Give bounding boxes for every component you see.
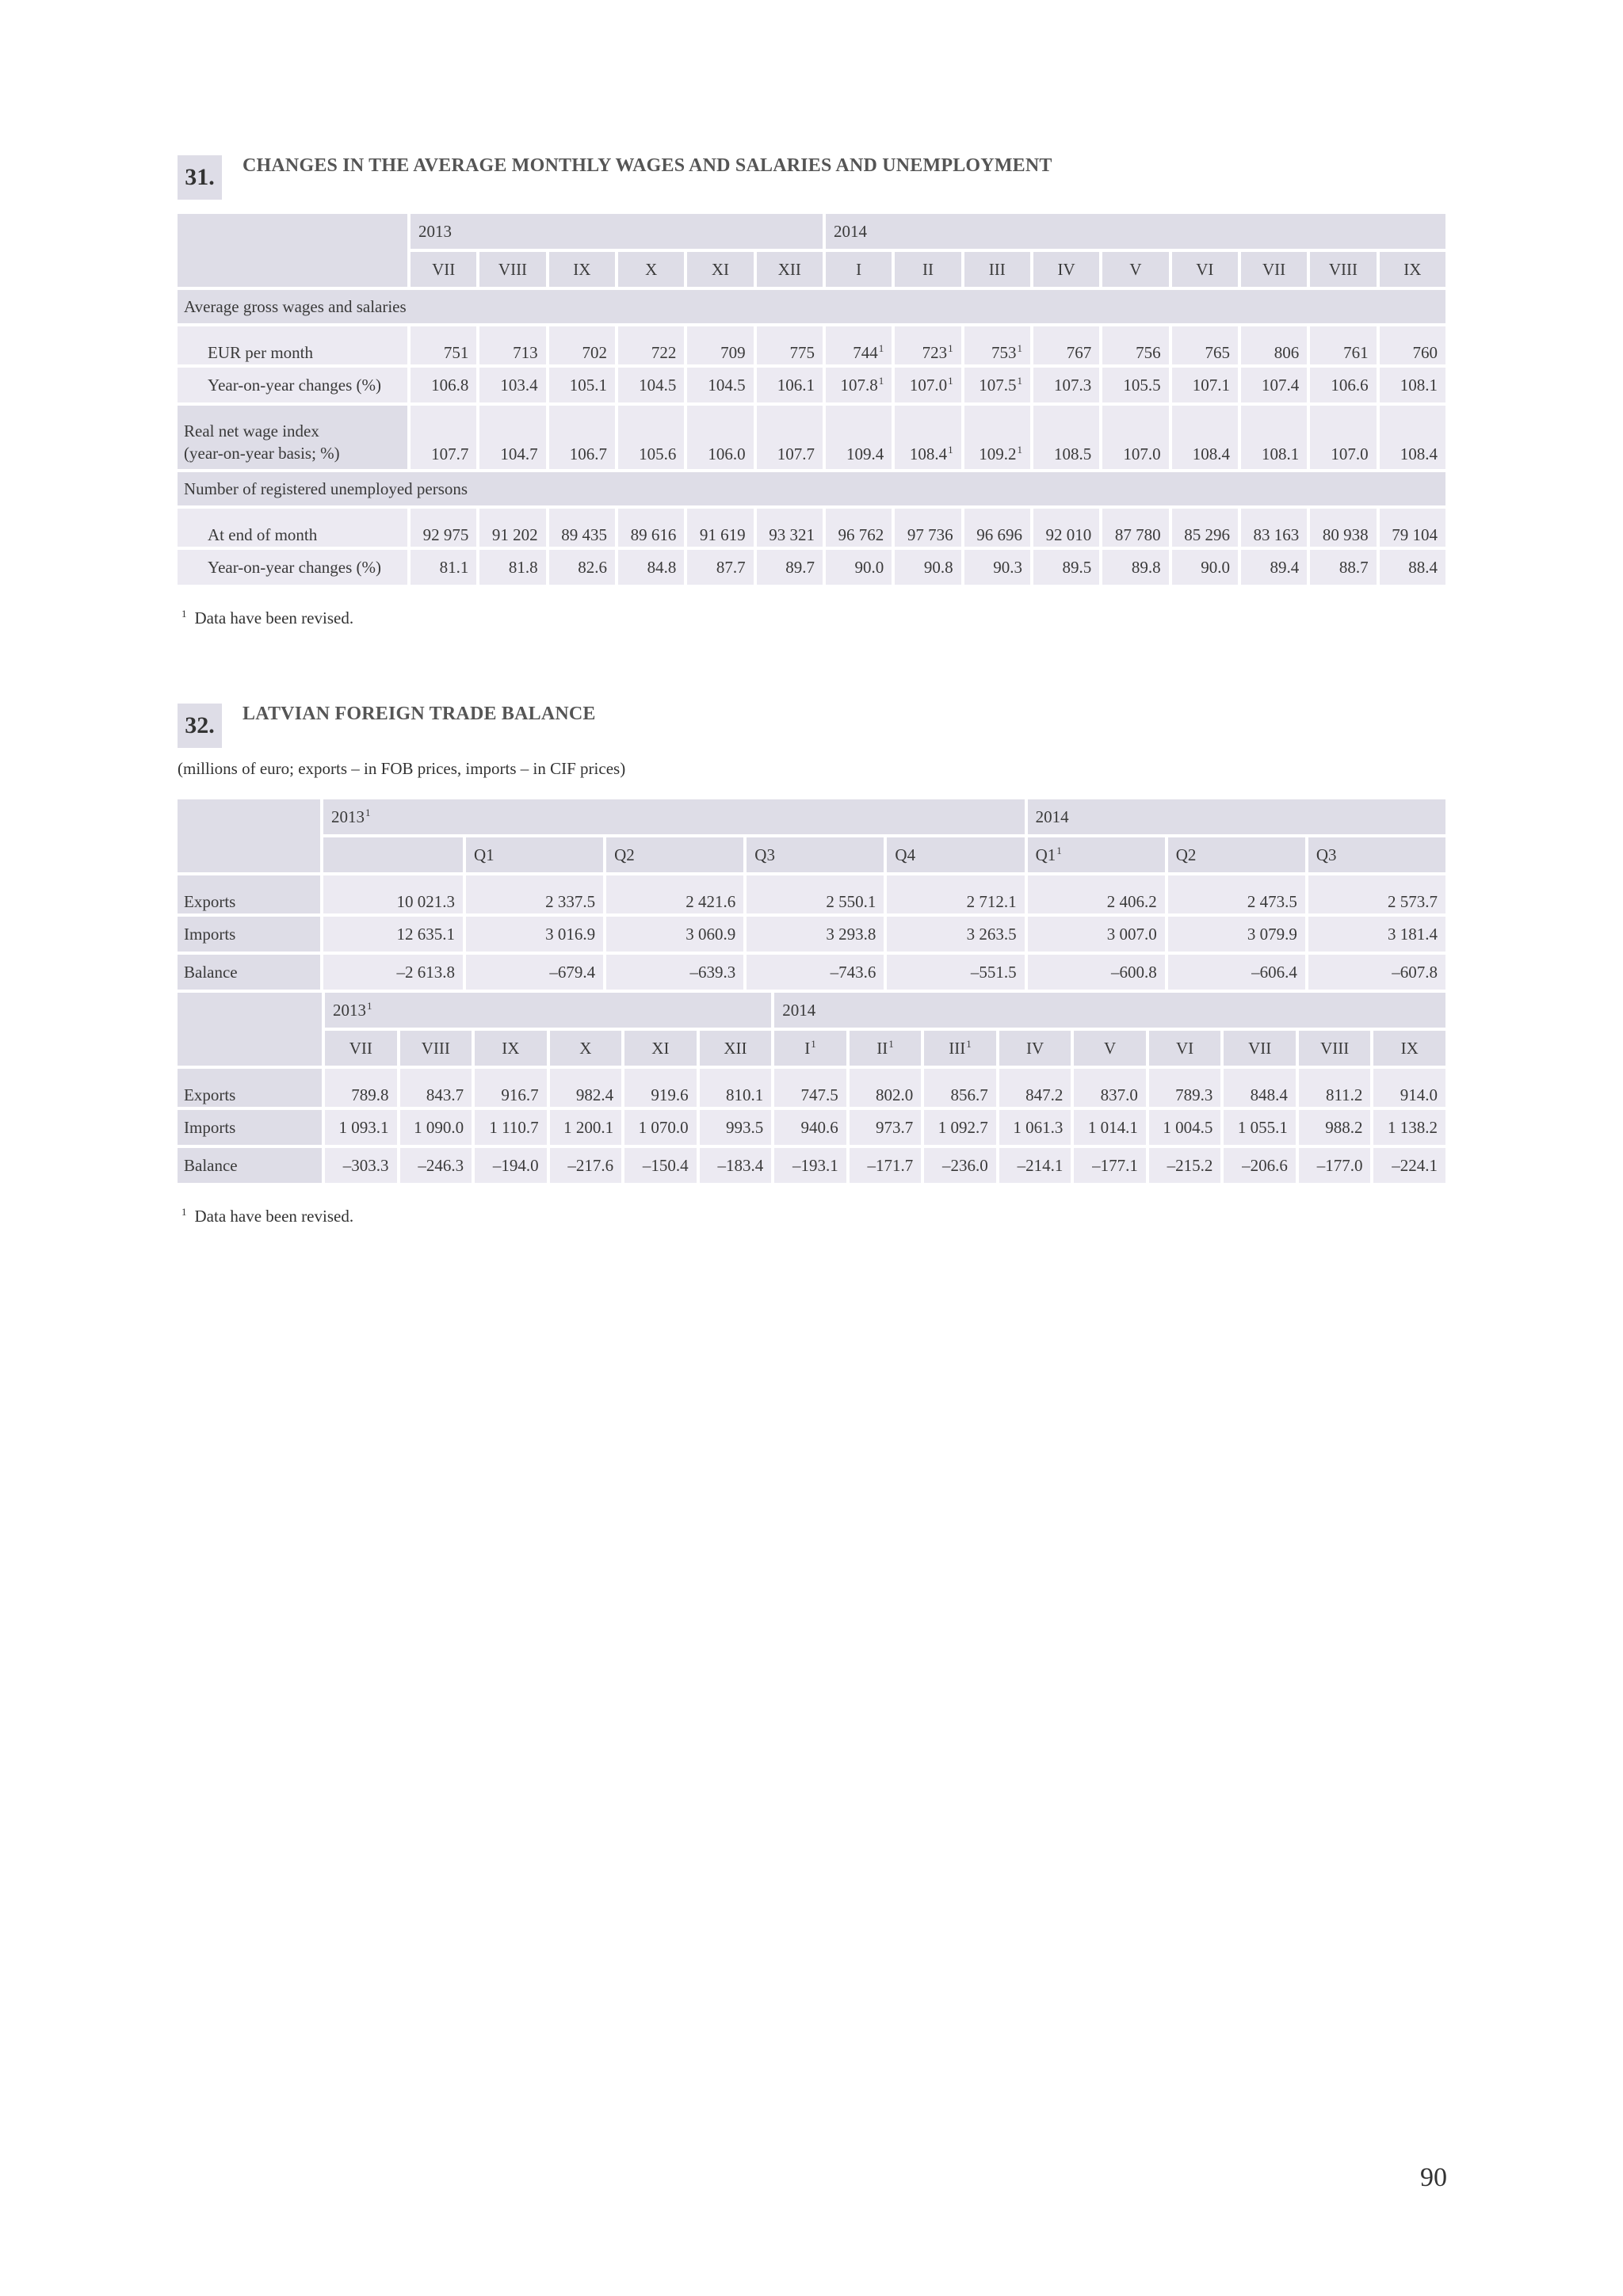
value-cell: $753^1$ xyxy=(964,326,1030,364)
annual-spacer xyxy=(323,837,463,872)
month-header: III$^1$ xyxy=(924,1031,996,1066)
row-label: Balance xyxy=(178,1148,322,1183)
group-label: Average gross wages and salaries xyxy=(178,290,1445,323)
month-header: XII xyxy=(700,1031,772,1066)
value-cell: 810.1 xyxy=(700,1069,772,1107)
value-cell: 84.8 xyxy=(618,550,684,585)
row-label: Year-on-year changes (%) xyxy=(178,550,407,585)
value-cell: 108.1 xyxy=(1380,368,1445,402)
corner-cell xyxy=(178,993,322,1066)
value-cell: 973.7 xyxy=(850,1110,922,1145)
value-cell: –607.8 xyxy=(1308,955,1445,990)
value-cell: 93 321 xyxy=(757,509,823,547)
value-cell: 87.7 xyxy=(687,550,753,585)
value-cell: 3 181.4 xyxy=(1308,917,1445,952)
month-header: VIII xyxy=(400,1031,472,1066)
value-cell: –246.3 xyxy=(400,1148,472,1183)
value-cell: 106.0 xyxy=(687,406,753,469)
value-cell: 802.0 xyxy=(850,1069,922,1107)
month-header: IX xyxy=(1373,1031,1445,1066)
table-row xyxy=(178,509,1445,547)
trade-quarterly-table xyxy=(174,796,1449,993)
value-cell: 2 406.2 xyxy=(1028,875,1165,913)
value-cell: 1 014.1 xyxy=(1074,1110,1146,1145)
value-cell: 106.1 xyxy=(757,368,823,402)
value-cell: –551.5 xyxy=(887,955,1024,990)
table-row xyxy=(178,368,1445,402)
value-cell: 848.4 xyxy=(1224,1069,1296,1107)
value-cell: 1 092.7 xyxy=(924,1110,996,1145)
value-cell: 107.8$^1$ xyxy=(826,368,892,402)
group-label: Number of registered unemployed persons xyxy=(178,472,1445,505)
row-label: EUR per month xyxy=(178,326,407,364)
value-cell: 806 xyxy=(1241,326,1307,364)
value-cell: 837.0 xyxy=(1074,1069,1146,1107)
year-2014-header: 2014 xyxy=(826,214,1445,249)
row-label: Balance xyxy=(178,955,320,990)
value-cell: 105.6 xyxy=(618,406,684,469)
month-header: X xyxy=(618,252,684,287)
value-cell: 107.0 xyxy=(1102,406,1168,469)
value-cell: 105.5 xyxy=(1102,368,1168,402)
value-cell: 3 060.9 xyxy=(606,917,743,952)
value-cell: 108.1 xyxy=(1241,406,1307,469)
value-cell: 90.0 xyxy=(1172,550,1238,585)
table-32-title: LATVIAN FOREIGN TRADE BALANCE xyxy=(242,704,596,724)
value-cell: 106.8 xyxy=(411,368,476,402)
table-row xyxy=(178,1110,1445,1145)
value-cell: 1 110.7 xyxy=(475,1110,547,1145)
value-cell: –2 613.8 xyxy=(323,955,463,990)
value-cell: 109.4 xyxy=(826,406,892,469)
value-cell: 108.4 xyxy=(1172,406,1238,469)
month-header: XI xyxy=(687,252,753,287)
value-cell: 1 004.5 xyxy=(1149,1110,1221,1145)
month-header: IX xyxy=(475,1031,547,1066)
value-cell: 83 163 xyxy=(1241,509,1307,547)
value-cell: –206.6 xyxy=(1224,1148,1296,1183)
table-32-number: 32. xyxy=(178,704,222,748)
value-cell: 106.6 xyxy=(1310,368,1376,402)
month-header: II xyxy=(895,252,960,287)
value-cell: 1 061.3 xyxy=(999,1110,1071,1145)
table-32-header xyxy=(178,704,1445,759)
value-cell: 88.4 xyxy=(1380,550,1445,585)
value-cell: 107.5$^1$ xyxy=(964,368,1030,402)
value-cell: 1 070.0 xyxy=(624,1110,697,1145)
value-cell: 709 xyxy=(687,326,753,364)
value-cell: 106.7 xyxy=(549,406,615,469)
value-cell: 85 296 xyxy=(1172,509,1238,547)
table-31-footnote xyxy=(178,608,1445,628)
value-cell: 88.7 xyxy=(1310,550,1376,585)
value-cell: 914.0 xyxy=(1373,1069,1445,1107)
value-cell: –639.3 xyxy=(606,955,743,990)
quarter-header: $Q1^1$ xyxy=(1028,837,1165,872)
value-cell: –183.4 xyxy=(700,1148,772,1183)
value-cell: 789.3 xyxy=(1149,1069,1221,1107)
table-row xyxy=(178,550,1445,585)
value-cell: 2 473.5 xyxy=(1168,875,1305,913)
value-cell: 3 079.9 xyxy=(1168,917,1305,952)
row-label: Exports xyxy=(178,1069,322,1107)
value-cell: 105.1 xyxy=(549,368,615,402)
quarter-header: Q3 xyxy=(1308,837,1445,872)
value-cell: 982.4 xyxy=(550,1069,622,1107)
row-label: Year-on-year changes (%) xyxy=(178,368,407,402)
month-header: $I^1$ xyxy=(774,1031,846,1066)
value-cell: 89 616 xyxy=(618,509,684,547)
value-cell: 916.7 xyxy=(475,1069,547,1107)
value-cell: 993.5 xyxy=(700,1110,772,1145)
value-cell: 1 090.0 xyxy=(400,1110,472,1145)
value-cell: 811.2 xyxy=(1299,1069,1371,1107)
month-header: I xyxy=(826,252,892,287)
value-cell: 1 200.1 xyxy=(550,1110,622,1145)
month-header: V xyxy=(1102,252,1168,287)
value-cell: 103.4 xyxy=(479,368,545,402)
value-cell: 89.7 xyxy=(757,550,823,585)
table-31-section xyxy=(178,155,1445,628)
value-cell: 2 421.6 xyxy=(606,875,743,913)
value-cell: 79 104 xyxy=(1380,509,1445,547)
value-cell: –217.6 xyxy=(550,1148,622,1183)
value-cell: 756 xyxy=(1102,326,1168,364)
value-cell: 108.4 xyxy=(1380,406,1445,469)
value-cell: 2 550.1 xyxy=(747,875,884,913)
quarter-header: Q4 xyxy=(887,837,1024,872)
value-cell: 751 xyxy=(411,326,476,364)
value-cell: 940.6 xyxy=(774,1110,846,1145)
footnote-mark: 1 xyxy=(181,1206,187,1218)
value-cell: 919.6 xyxy=(624,1069,697,1107)
value-cell: 107.0 xyxy=(1310,406,1376,469)
value-cell: 767 xyxy=(1033,326,1099,364)
trade-monthly-table xyxy=(174,990,1449,1186)
table-row xyxy=(178,326,1445,364)
value-cell: –600.8 xyxy=(1028,955,1165,990)
value-cell: 3 293.8 xyxy=(747,917,884,952)
value-cell: –150.4 xyxy=(624,1148,697,1183)
value-cell: 96 762 xyxy=(826,509,892,547)
value-cell: 702 xyxy=(549,326,615,364)
row-label: Imports xyxy=(178,1110,322,1145)
value-cell: 856.7 xyxy=(924,1069,996,1107)
quarter-header: Q2 xyxy=(1168,837,1305,872)
value-cell: 92 010 xyxy=(1033,509,1099,547)
value-cell: –171.7 xyxy=(850,1148,922,1183)
value-cell: $723^1$ xyxy=(895,326,960,364)
value-cell: –679.4 xyxy=(466,955,603,990)
value-cell: 12 635.1 xyxy=(323,917,463,952)
row-label: At end of month xyxy=(178,509,407,547)
month-header: IV xyxy=(999,1031,1071,1066)
value-cell: 89.4 xyxy=(1241,550,1307,585)
value-cell: –224.1 xyxy=(1373,1148,1445,1183)
value-cell: 722 xyxy=(618,326,684,364)
table-row xyxy=(178,955,1445,990)
year-2014-header: 2014 xyxy=(1028,799,1445,834)
month-header: IX xyxy=(1380,252,1445,287)
value-cell: 789.8 xyxy=(325,1069,397,1107)
value-cell: 109.2$^1$ xyxy=(964,406,1030,469)
value-cell: –177.0 xyxy=(1299,1148,1371,1183)
value-cell: –215.2 xyxy=(1149,1148,1221,1183)
value-cell: 1 093.1 xyxy=(325,1110,397,1145)
value-cell: 108.5 xyxy=(1033,406,1099,469)
value-cell: 747.5 xyxy=(774,1069,846,1107)
value-cell: 107.3 xyxy=(1033,368,1099,402)
value-cell: 90.8 xyxy=(895,550,960,585)
year-2013-header: 2013$^1$ xyxy=(323,799,1025,834)
value-cell: 96 696 xyxy=(964,509,1030,547)
value-cell: 1 138.2 xyxy=(1373,1110,1445,1145)
month-header: XI xyxy=(624,1031,697,1066)
value-cell: 89.8 xyxy=(1102,550,1168,585)
table-31-header xyxy=(178,155,1445,211)
year-2013-header: 2013$^1$ xyxy=(325,993,771,1028)
quarter-header: Q2 xyxy=(606,837,743,872)
value-cell: 107.4 xyxy=(1241,368,1307,402)
year-2014-header: 2014 xyxy=(774,993,1445,1028)
value-cell: 81.8 xyxy=(479,550,545,585)
month-header: $II^1$ xyxy=(850,1031,922,1066)
corner-cell xyxy=(178,799,320,872)
value-cell: 104.7 xyxy=(479,406,545,469)
value-cell: 87 780 xyxy=(1102,509,1168,547)
row-label: Exports xyxy=(178,875,320,913)
value-cell: 713 xyxy=(479,326,545,364)
table-32-footnote xyxy=(178,1207,1445,1226)
value-cell: 91 202 xyxy=(479,509,545,547)
value-cell: 92 975 xyxy=(411,509,476,547)
month-header: XII xyxy=(757,252,823,287)
month-header: VII xyxy=(411,252,476,287)
month-header: III xyxy=(964,252,1030,287)
value-cell: –236.0 xyxy=(924,1148,996,1183)
row-label: Imports xyxy=(178,917,320,952)
value-cell: 90.0 xyxy=(826,550,892,585)
value-cell: 2 712.1 xyxy=(887,875,1024,913)
table-row xyxy=(178,875,1445,913)
table-row xyxy=(178,917,1445,952)
value-cell: 847.2 xyxy=(999,1069,1071,1107)
month-header: VIII xyxy=(479,252,545,287)
value-cell: 2 573.7 xyxy=(1308,875,1445,913)
table-row xyxy=(178,1148,1445,1183)
wages-unemployment-table xyxy=(174,211,1449,588)
month-header: VII xyxy=(1241,252,1307,287)
corner-cell xyxy=(178,214,407,287)
value-cell: 90.3 xyxy=(964,550,1030,585)
value-cell: 108.4$^1$ xyxy=(895,406,960,469)
value-cell: 988.2 xyxy=(1299,1110,1371,1145)
value-cell: –194.0 xyxy=(475,1148,547,1183)
value-cell: 81.1 xyxy=(411,550,476,585)
value-cell: –193.1 xyxy=(774,1148,846,1183)
value-cell: 97 736 xyxy=(895,509,960,547)
table-row xyxy=(178,1069,1445,1107)
value-cell: –303.3 xyxy=(325,1148,397,1183)
value-cell: 3 007.0 xyxy=(1028,917,1165,952)
value-cell: 761 xyxy=(1310,326,1376,364)
value-cell: 2 337.5 xyxy=(466,875,603,913)
month-header: V xyxy=(1074,1031,1146,1066)
value-cell: 760 xyxy=(1380,326,1445,364)
footnote-text: Data have been revised. xyxy=(194,608,354,627)
table-32-subtitle: (millions of euro; exports – in FOB prices, imports – in CIF prices) xyxy=(178,759,626,778)
value-cell: 107.0$^1$ xyxy=(895,368,960,402)
value-cell: 107.7 xyxy=(411,406,476,469)
value-cell: 3 016.9 xyxy=(466,917,603,952)
table-31-number: 31. xyxy=(178,155,222,200)
value-cell: 107.7 xyxy=(757,406,823,469)
month-header: VI xyxy=(1149,1031,1221,1066)
quarter-header: Q3 xyxy=(747,837,884,872)
month-header: VII xyxy=(325,1031,397,1066)
value-cell: 89.5 xyxy=(1033,550,1099,585)
value-cell: 107.1 xyxy=(1172,368,1238,402)
value-cell: –743.6 xyxy=(747,955,884,990)
value-cell: 80 938 xyxy=(1310,509,1376,547)
value-cell: –606.4 xyxy=(1168,955,1305,990)
value-cell: 89 435 xyxy=(549,509,615,547)
month-header: X xyxy=(550,1031,622,1066)
value-cell: 3 263.5 xyxy=(887,917,1024,952)
value-cell: 1 055.1 xyxy=(1224,1110,1296,1145)
year-2013-header: 2013 xyxy=(411,214,823,249)
month-header: IV xyxy=(1033,252,1099,287)
value-cell: 10 021.3 xyxy=(323,875,463,913)
footnote-text: Data have been revised. xyxy=(194,1207,354,1226)
value-cell: –214.1 xyxy=(999,1148,1071,1183)
value-cell: 775 xyxy=(757,326,823,364)
value-cell: –177.1 xyxy=(1074,1148,1146,1183)
table-row xyxy=(178,406,1445,469)
value-cell: 82.6 xyxy=(549,550,615,585)
month-header: VI xyxy=(1172,252,1238,287)
table-32-section xyxy=(178,704,1445,1226)
value-cell: 104.5 xyxy=(687,368,753,402)
month-header: IX xyxy=(549,252,615,287)
value-cell: 91 619 xyxy=(687,509,753,547)
footnote-mark: 1 xyxy=(181,608,187,620)
value-cell: 765 xyxy=(1172,326,1238,364)
row-label: Real net wage index (year-on-year basis; %) xyxy=(178,406,407,469)
month-header: VIII xyxy=(1310,252,1376,287)
table-31-title: CHANGES IN THE AVERAGE MONTHLY WAGES AND SALARIES AND UNEMPLOYMENT xyxy=(242,155,1052,176)
month-header: VII xyxy=(1224,1031,1296,1066)
quarter-header: Q1 xyxy=(466,837,603,872)
value-cell: 104.5 xyxy=(618,368,684,402)
value-cell: $744^1$ xyxy=(826,326,892,364)
value-cell: 843.7 xyxy=(400,1069,472,1107)
page-number: 90 xyxy=(1420,2163,1447,2192)
month-header: VIII xyxy=(1299,1031,1371,1066)
